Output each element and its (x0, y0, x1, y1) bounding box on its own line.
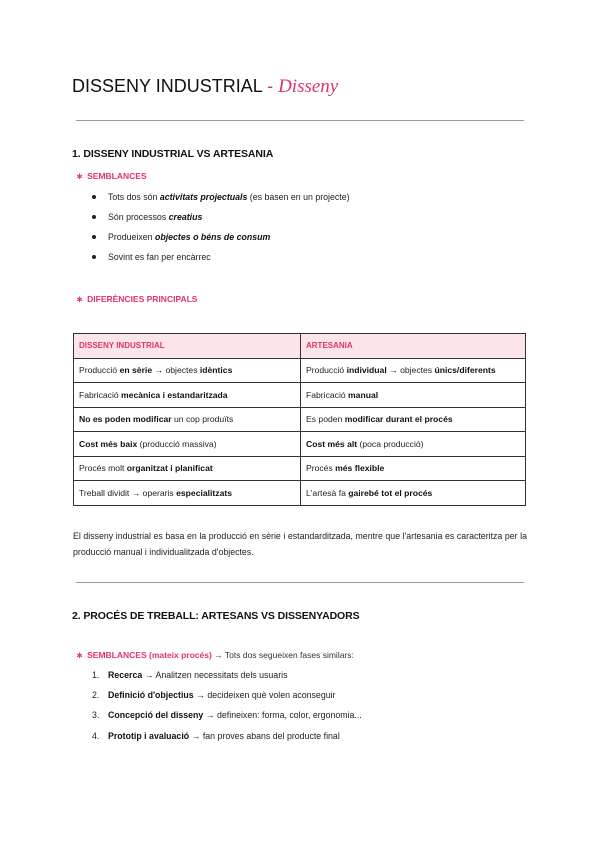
list-item: 4. Prototip i avaluació → fan proves abans del producte final (92, 731, 340, 741)
page-title (72, 76, 338, 98)
comparison-table (73, 333, 526, 506)
asterisk-icon: ∗ (76, 650, 84, 660)
table-cell: No es poden modificar un cop produïts (74, 407, 301, 432)
asterisk-icon: ∗ (76, 294, 84, 304)
table-cell: Fabricació mecànica i estandaritzada (74, 383, 301, 408)
semblances-process-label: ∗ SEMBLANCES (mateix procés) → Tots dos segueixen fases similars: (76, 650, 354, 660)
list-item: Tots dos són activitats projectuals (es basen en un projecte) (92, 192, 350, 202)
table-row (74, 432, 526, 457)
section1-heading: 1. DISSENY INDUSTRIAL VS ARTESANIA (72, 148, 274, 160)
divider (76, 582, 524, 583)
bullet-icon (92, 215, 96, 219)
table-row (74, 383, 526, 408)
list-item: 2. Definició d'objectius → decideixen què volen aconseguir (92, 690, 336, 700)
table-header-cell: ARTESANIA (301, 334, 526, 359)
divider (76, 120, 524, 121)
table-cell: Treball dividit → operaris especialitzats (74, 481, 301, 506)
table-header-row (74, 334, 526, 359)
table-row (74, 456, 526, 481)
table-cell: Producció en sèrie → objectes idèntics (74, 358, 301, 383)
bullet-icon (92, 235, 96, 239)
bullet-icon (92, 195, 96, 199)
table-cell: L'artesà fa gairebé tot el procés (301, 481, 526, 506)
summary-paragraph: El disseny industrial es basa en la producció en sèrie i estandarditzada, mentre que l'artesania es caracteritza per la producció manual i individualitzada d'objectes. (73, 531, 527, 557)
list-item: Produeixen objectes o béns de consum (92, 232, 270, 242)
section2-heading: 2. PROCÉS DE TREBALL: ARTESANS VS DISSENYADORS (72, 610, 360, 622)
table-row (74, 358, 526, 383)
list-item: 1. Recerca → Analitzen necessitats dels usuaris (92, 670, 288, 680)
list-item: Sovint es fan per encàrrec (92, 252, 211, 262)
diferencies-label: ∗ DIFERÈNCIES PRINCIPALS (76, 294, 198, 304)
list-item: 3. Concepció del disseny → defineixen: forma, color, ergonomia... (92, 710, 362, 720)
table-cell: Fabricació manual (301, 383, 526, 408)
table-cell: Procés molt organitzat i planificat (74, 456, 301, 481)
title-separator: - (267, 76, 274, 96)
table-cell: Cost més baix (producció massiva) (74, 432, 301, 457)
table-cell: Procés més flexible (301, 456, 526, 481)
table-header-cell: DISSENY INDUSTRIAL (74, 334, 301, 359)
table-cell: Producció individual → objectes únics/diferents (301, 358, 526, 383)
table-row (74, 407, 526, 432)
semblances-label: ∗ SEMBLANCES (76, 171, 147, 181)
table-cell: Es poden modificar durant el procés (301, 407, 526, 432)
asterisk-icon: ∗ (76, 171, 84, 181)
list-item: Són processos creatius (92, 212, 202, 222)
table-row (74, 481, 526, 506)
title-subject: Disseny (278, 76, 339, 97)
table-cell: Cost més alt (poca producció) (301, 432, 526, 457)
title-main: DISSENY INDUSTRIAL (72, 76, 263, 96)
bullet-icon (92, 255, 96, 259)
